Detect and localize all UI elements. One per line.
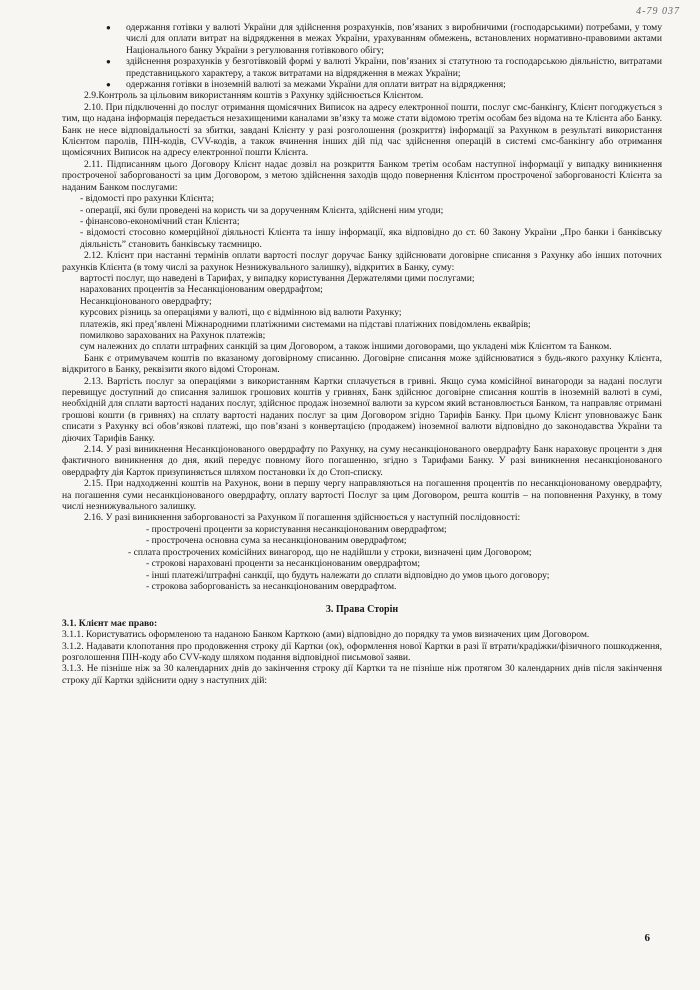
handwritten-stamp-number: 4-79 037 — [636, 6, 680, 17]
paragraph-2-16: 2.16. У разі виникнення заборгованості за Рахунком її погашення здійснюється у наступній послідовності: — [84, 512, 521, 524]
paragraph-2-12-tail: Банк є отримувачем коштів по вказаному договірному списанню. Договірне списання може здійснюватися з будь-якого рахунку Клієнта, відкритого в Банку, реквізити якого відомі Сторонам. — [62, 352, 662, 376]
page-number: 6 — [644, 932, 650, 944]
paragraph-3-1-1: 3.1.1. Користуватись оформленою та наданою Банком Карткою (ами) відповідно до порядку та умов визначених цим Договором. — [62, 629, 590, 641]
list-item: нарахованих процентів за Несанкціонованим овердрафтом; — [80, 284, 323, 296]
paragraph-2-15: 2.15. При надходженні коштів на Рахунок, вони в першу чергу направляються на погашення процентів по несанкціонованому овердрафту, на погашення суми несанкціонованого овердрафту, оплату вартості Послуг за цим Договором, решта коштів – на поповнення Рахунку, в тому числі незнижувального залишку. — [62, 478, 662, 513]
paragraph-2-12: 2.12. Клієнт при настанні термінів оплати вартості послуг доручає Банку здійснювати договірне списання з Рахунку або інших поточних рахунків Клієнта (в тому числі за рахунок Незнижувального залишку), відкритих в Банку, суму: — [62, 250, 662, 273]
bullet-item: ● одержання готівки у валюті України для здійснення розрахунків, пов’язаних з виробничими (господарськими) потребами, у тому числі для оплати витрат на відрядження в межах України, урахуванням обмежень, встановлених нормативно-правовими актами Національного банку України з регулювання готівкового обігу; — [126, 22, 662, 56]
list-2-16 — [62, 524, 662, 592]
document-body — [62, 22, 662, 686]
subsection-3-1: 3.1. Клієнт має право: — [62, 617, 158, 629]
paragraph-2-9: 2.9.Контроль за цільовим використанням коштів з Рахунку здійснюється Клієнтом. — [84, 90, 424, 102]
paragraph-2-13: 2.13. Вартість послуг за операціями з використанням Картки сплачується в гривні. Якщо сума комісійної винагороди за надані послуги перевищує доступний до списання залишок грошових коштів у гривнях, Банк здійснює договірне списання коштів в іноземній валюті в сумі, необхідній для сплати вартості наданих послуг, здійснює продаж іноземної валюти за курсом який встановлюється Банком, та направляє отримані грошові кошти (в гривнях) на сплату вартості наданих послуг за цим Договором згідно Тарифів Банку. При цьому Клієнт уповноважує Банк списати з Рахунку всі обов’язкові платежі, що пов’язані з конвертацією (продажем) іноземної валюти відповідно до законодавства України та діючих Тарифів Банку. — [62, 375, 662, 444]
list-item: помилково зарахованих на Рахунок платежів; — [80, 329, 266, 341]
list-item: - сплата прострочених комісійних винагород, що не надійшли у строки, визначені цим Договором; — [128, 546, 532, 558]
bullet-list-top — [62, 22, 662, 90]
paragraph-2-11: 2.11. Підписанням цього Договору Клієнт надає дозвіл на розкриття Банком третім особам наступної інформації у випадку виникнення простроченої заборгованості за цим Договором, з метою здійснення заходів щодо повернення Клієнтом простроченої заборгованості Клієнта за наданим Банком послугами: — [62, 158, 662, 193]
list-2-11 — [62, 193, 662, 250]
list-item: вартості послуг, що наведені в Тарифах, у випадку користування Держателями цими послугами; — [80, 272, 475, 284]
paragraph-3-1-3: 3.1.3. Не пізніше ніж за 30 календарних днів до закінчення строку дії Картки та не пізніше ніж протягом 30 календарних днів після закінчення строку дії Картки здійснити одну з наступних дій: — [62, 663, 662, 686]
list-item: - відомості про рахунки Клієнта; — [80, 193, 214, 205]
paragraph-3-1-2: 3.1.2. Надавати клопотання про продовження строку дії Картки (ок), оформлення нової Картки в разі її втрати/крадіжки/фізичного пошкодження, розголошення ПІН-коду або CVV-коду шляхом подання відповідної письмової заяви. — [62, 640, 662, 663]
list-item: - відомості стосовно комерційної діяльності Клієнта та іншу інформації, яка відповідно до ст. 60 Закону України „Про банки і банківську діяльність” становить банківську таємницю. — [80, 227, 662, 250]
list-item: платежів, які пред’явлені Міжнародними платіжними системами на підставі платіжних повідомлень еквайрів; — [80, 318, 531, 330]
list-item: сум належних до сплати штрафних санкцій за цим Договором, а також іншими договорами, що укладені між Клієнтом та Банком. — [80, 341, 612, 353]
list-item: курсових різниць за операціями у валюті, що є відмінною від валюти Рахунку; — [80, 307, 402, 319]
list-item: - операції, які були проведені на користь чи за дорученням Клієнта, здійснені ним угоди; — [80, 204, 444, 216]
list-item: - прострочена основна сума за несанкціонованим овердрафтом; — [146, 535, 407, 547]
section-3-title: 3. Права Сторін — [325, 604, 399, 616]
bullet-item: ● одержання готівки в іноземній валюті за межами України для оплати витрат на відрядження; — [126, 79, 662, 90]
list-2-12 — [62, 273, 662, 353]
list-item: - строкова заборгованість за несанкціонованим овердрафтом. — [146, 580, 397, 592]
paragraph-2-14: 2.14. У разі виникнення Несанкціонованого овердрафту по Рахунку, на суму несанкціонованого овердрафту Банк нараховує проценти з дня фактичного виникнення до дня, який передує повному його погашенню, згідно з Тарифами Банку. У разі виникнення несанкціонованого овердрафту дія Карток призупиняється шляхом постановки їх до Стоп-списку. — [62, 444, 662, 478]
bullet-item: ● здійснення розрахунків у безготівковій формі у валюті України, пов’язаних зі статутною та господарською діяльністю, витратами представницького характеру, а також витратами на відрядження в межах України; — [126, 56, 662, 79]
list-item: - строкові нараховані проценти за несанкціонованим овердрафтом; — [146, 558, 421, 570]
paragraph-2-10: 2.10. При підключенні до послуг отримання щомісячних Виписок на адресу електронної пошти, послуг смс-банкінгу, Клієнт погоджується з тим, що надана інформація передається незахищеними каналами зв’язку та може стати відомою третім особам без відома на те Клієнта або Банку. Банк не несе відповідальності за збитки, завдані Клієнту у разі розголошення (розкриття) інформації за Рахунком в результаті використання Клієнтом паролів, ПІН-кодів, CVV-кодів, а також вчинення інших дій під час здійснення операцій в системі смс-банкінгу або отримання щомісячних Виписок на адресу електронної пошти Клієнта. — [62, 101, 662, 159]
list-item: - прострочені проценти за користування несанкціонованим овердрафтом; — [146, 523, 447, 535]
list-item: - інші платежі/штрафні санкції, що будуть належати до сплати відповідно до умов цього договору; — [146, 569, 550, 581]
list-item: - фінансово-економічний стан Клієнта; — [80, 215, 240, 227]
list-item: Несанкціонованого овердрафту; — [80, 295, 212, 307]
